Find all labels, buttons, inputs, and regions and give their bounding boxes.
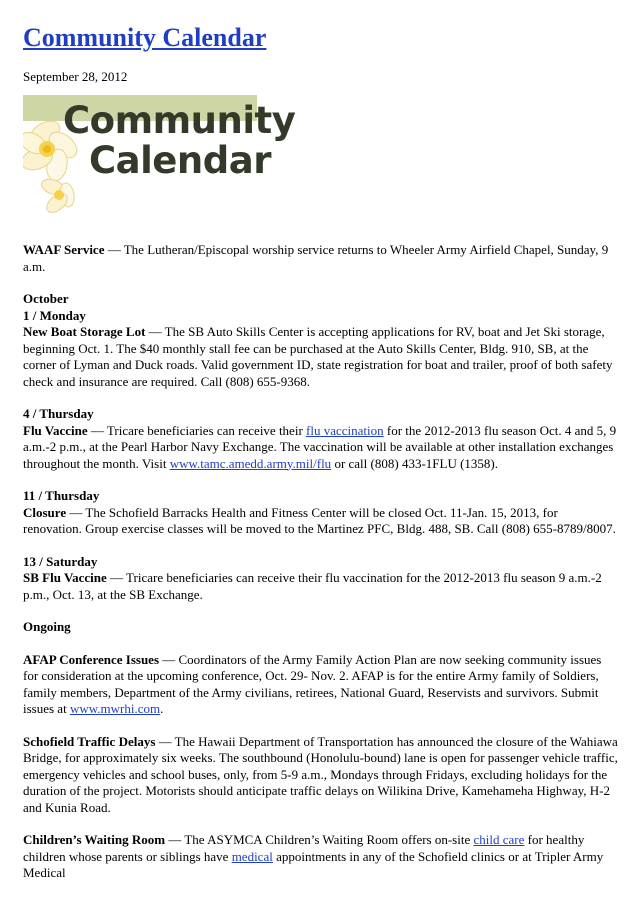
afap-heading: AFAP Conference Issues — [23, 651, 160, 667]
child-care-link[interactable]: child care — [473, 832, 525, 847]
day-label-13: 13 / Saturday — [23, 553, 98, 569]
traffic-delays-text: — The Hawaii Department of Transportation has announced the closure of the Wahiawa Bridge, for approximately six weeks. The southbound (Honolulu-bound) lane is open for passenger vehicle traffic, emergency vehicles and school buses, only, from 5-9 a.m., Mondays through Fridays, excluding holidays for the duration of the project. Motorists should anticipate traffic delays on Wilikina Drive, Kamehameha Highway, H-2 and Kunia Road. — [23, 733, 618, 815]
traffic-delays-item — [23, 734, 618, 817]
day-label-1: 1 / Monday — [23, 307, 86, 323]
flu-vaccine-item — [23, 423, 618, 473]
childrens-waiting-room-heading: Children’s Waiting Room — [23, 832, 166, 847]
page-title — [23, 22, 618, 54]
sb-flu-vaccine-heading: SB Flu Vaccine — [23, 570, 107, 585]
day-label-11: 11 / Thursday — [23, 488, 100, 503]
day-label-4: 4 / Thursday — [23, 406, 94, 421]
day-heading-13 — [23, 554, 618, 571]
page — [23, 22, 618, 880]
flu-vaccine-text-2: for the 2012-2013 flu season Oct. 4 and 5, 9 a.m.-2 p.m., at the Pearl Harbor Navy Exchange. The vaccination will be available at other installation exchanges throughout the month. Visit — [23, 422, 617, 471]
logo-text-community: Community — [63, 99, 296, 142]
mwrhi-link[interactable]: www.mwrhi.com — [69, 701, 161, 716]
publish-date: September 28, 2012 — [23, 69, 128, 84]
day-heading-1 — [23, 308, 618, 325]
month-label: October — [23, 291, 69, 306]
waaf-text: — The Lutheran/Episcopal worship service returns to Wheeler Army Airfield Chapel, Sunday, 9 a.m. — [23, 242, 609, 274]
waaf-heading: WAAF Service — [23, 242, 105, 257]
flu-vaccination-link[interactable]: flu vaccination — [306, 422, 384, 438]
flu-vaccine-heading: Flu Vaccine — [23, 422, 88, 438]
flu-vaccine-text-3: or call (808) 433-1FLU (1358). — [331, 455, 498, 471]
boat-storage-heading: New Boat Storage Lot — [23, 324, 146, 339]
childrens-text-2: for healthy children whose parents or siblings have — [23, 832, 585, 864]
community-calendar-logo — [23, 95, 296, 215]
logo-text-calendar: Calendar — [89, 139, 271, 182]
childrens-text-1: — The ASYMCA Children’s Waiting Room offers on-site — [165, 832, 474, 847]
month-heading — [23, 291, 618, 308]
day-heading-11 — [23, 488, 618, 505]
closure-item — [23, 505, 618, 538]
calendar-content — [23, 242, 618, 898]
sb-flu-vaccine-item — [23, 570, 618, 603]
closure-heading: Closure — [23, 504, 67, 520]
childrens-text-3: appointments in any of the Schofield clinics or at Tripler Army Medical — [23, 848, 604, 880]
ongoing-heading — [23, 619, 618, 636]
boat-storage-text: — The SB Auto Skills Center is accepting applications for RV, boat and Jet Ski storage, beginning Oct. 1. The $40 monthly stall fee can be purchased at the Auto Skills Center, Bldg. 910, SB, at the corner of Lyman and Duck roads. Valid government ID, state registration for boat and trailer, proof of both safety check and insurance are required. Call (808) 655-9368. — [23, 324, 613, 389]
afap-text: — Coordinators of the Army Family Action Plan are now seeking community issues for consideration at the upcoming conference, Oct. 29- Nov. 2. AFAP is for the entire Army family of Soldiers, family members, Department of the Army civilians, retirees, National Guard, Reservists and survivors. Submit issues at — [23, 651, 602, 716]
sb-flu-vaccine-text: — Tricare beneficiaries can receive their flu vaccination for the 2012-2013 flu season 9 a.m.-2 p.m., Oct. 13, at the SB Exchange. — [23, 570, 602, 602]
medical-link[interactable]: medical — [231, 848, 273, 864]
traffic-delays-heading: Schofield Traffic Delays — [23, 733, 156, 749]
childrens-waiting-room-item — [23, 832, 618, 882]
title-link[interactable]: Community Calendar — [23, 23, 267, 52]
flu-vaccine-text-1: — Tricare beneficiaries can receive their — [87, 422, 307, 438]
afap-text-end: . — [160, 701, 164, 716]
boat-storage-item — [23, 324, 618, 390]
afap-item — [23, 652, 618, 718]
waaf-item — [23, 242, 618, 275]
tamc-flu-link[interactable]: www.tamc.amedd.army.mil/flu — [169, 455, 332, 471]
day-heading-4 — [23, 406, 618, 423]
closure-text: — The Schofield Barracks Health and Fitness Center will be closed Oct. 11-Jan. 15, 2013, for renovation. Group exercise classes will be moved to the Martinez PFC, Bldg. 488, SB. Call (808) 655-8789/8007. — [23, 504, 616, 536]
ongoing-label: Ongoing — [23, 619, 71, 634]
